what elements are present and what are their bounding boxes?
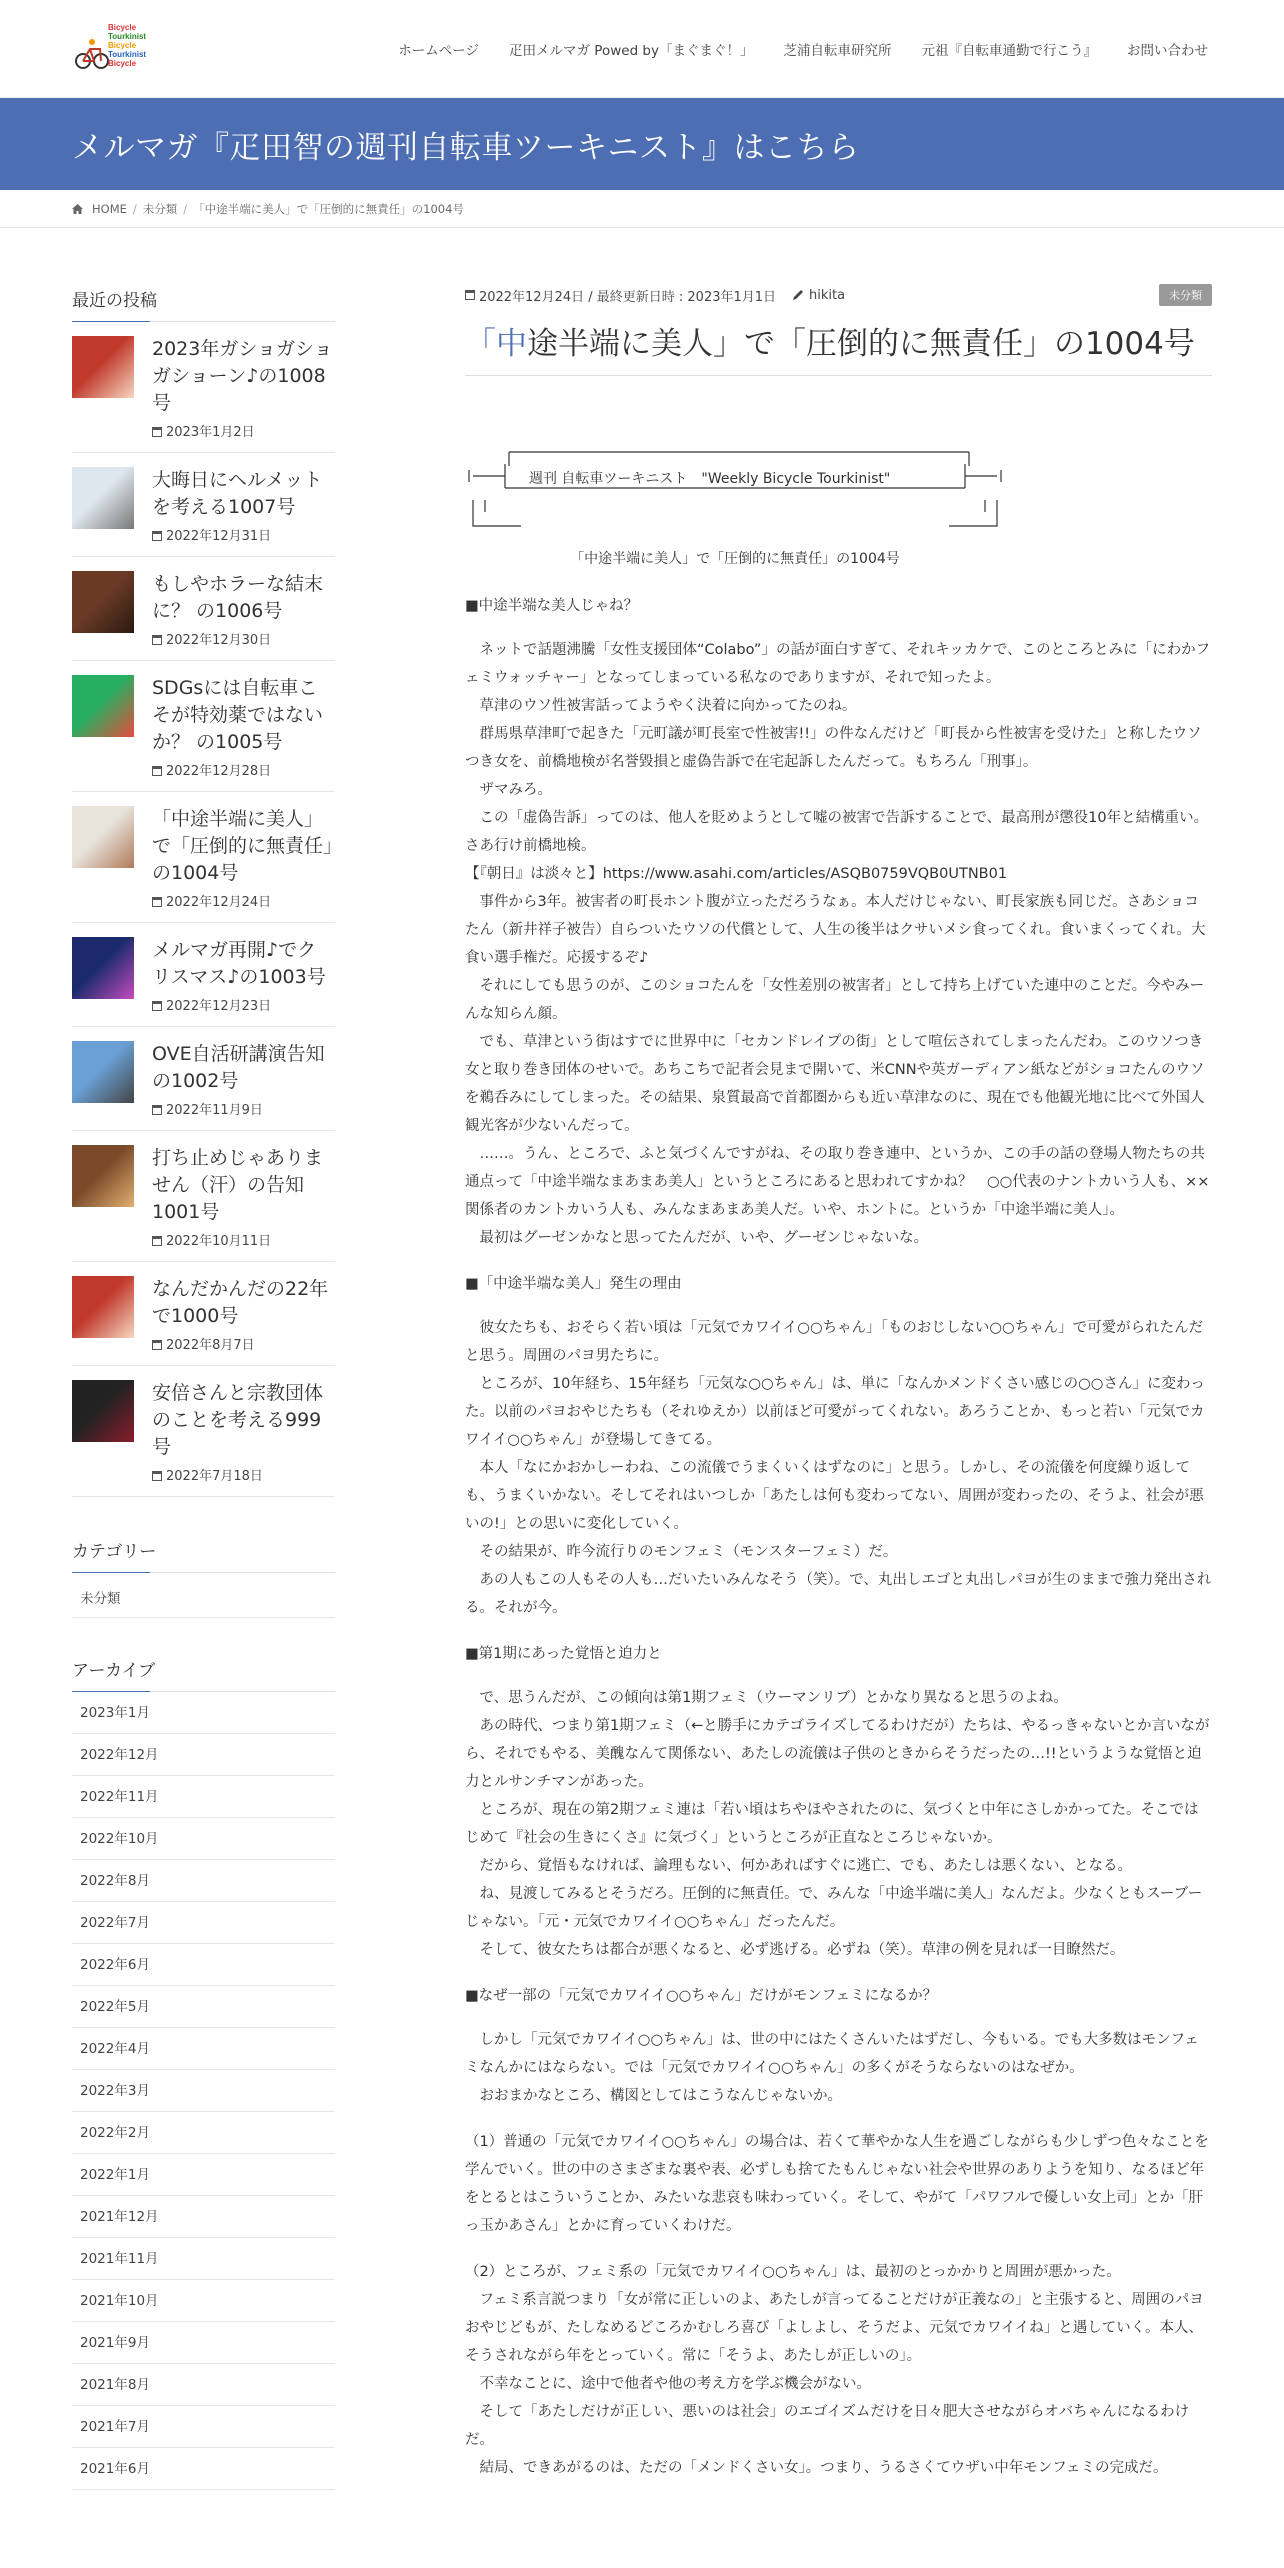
recent-posts-list (72, 336, 335, 1497)
paragraph-gap (465, 1622, 1212, 1640)
section-heading: ■中途半端な美人じゃね？ (464, 598, 639, 614)
paragraph: 【『朝日』は淡々と】https://www.asahi.com/articles/ASQB0759VQB0UTNB01 (464, 866, 1008, 882)
calendar-icon (152, 766, 162, 776)
home-icon (72, 204, 83, 214)
nav-home[interactable]: ホームページ (398, 42, 480, 59)
nav-magazine[interactable]: 疋田メルマガ Powed by「まぐまぐ！」 (509, 42, 754, 59)
calendar-icon (465, 290, 475, 300)
newsletter-frame-text: 週刊 自転車ツーキニスト "Weekly Bicycle Tourkinist" (528, 471, 891, 487)
paragraph: 結局、できあがるのは、ただの「メンドくさい女」。つまり、うるさくてウザい中年モンフェミの完成だ。 (464, 2460, 1168, 2476)
section-heading: ■第1期にあった覚悟と迫力と (464, 1646, 662, 1662)
post-thumbnail[interactable] (72, 937, 134, 999)
post-date (152, 629, 335, 648)
breadcrumb-home[interactable]: HOME (92, 201, 127, 216)
recent-post-item[interactable] (72, 1262, 335, 1366)
paragraph: フェミ系言説つまり「女が常に正しいのよ、あたしが言ってることだけが正義なの」と主張すると、周囲のパヨおやじどもが、たしなめるどころかむしろ喜び「よしよし、そうだよ、元気でカワイイね」と遇していく。本人、そうされながら年をとっていく。常に「そうよ、あたしが正しいの」。 (464, 2292, 1204, 2364)
post-date-text: 2022年12月31日 (166, 529, 272, 544)
frame-decoration (465, 450, 1005, 528)
breadcrumb-separator: / (132, 201, 137, 216)
article-author[interactable]: hikita (809, 287, 846, 303)
calendar-icon (152, 531, 162, 541)
article-content (465, 592, 1212, 2482)
recent-post-item[interactable] (72, 557, 335, 661)
paragraph: 彼女たちも、おそらく若い頃は「元気でカワイイ○○ちゃん」「ものおじしない○○ちゃん」で可愛がられたんだと思う。周囲のパヨ男たちに。 (464, 1320, 1204, 1364)
post-title-link[interactable]: メルマガ再開♪でクリスマス♪の1003号 (152, 939, 326, 988)
breadcrumb (0, 190, 1284, 228)
post-title-link[interactable]: 打ち止めじゃありません（汗）の告知1001号 (152, 1147, 324, 1223)
article-title (465, 318, 1212, 376)
recent-posts-widget (72, 286, 335, 1497)
recent-post-item[interactable] (72, 792, 335, 923)
post-thumbnail[interactable] (72, 806, 134, 868)
category-title: カテゴリー (72, 1537, 335, 1573)
post-date (152, 891, 335, 910)
post-date (152, 1334, 335, 1353)
top-bar (0, 0, 1284, 98)
paragraph: ところが、現在の第2期フェミ連は「若い頃はちやほやされたのに、気づくと中年にさしかかってた。そこではじめて『社会の生きにくさ』に気づく」というところが正直なところじゃないか。 (464, 1802, 1199, 1846)
paragraph: 事件から3年。被害者の町長ホント腹が立っただろうなぁ。本人だけじゃない、町長家族も同じだ。さあショコたん（新井祥子被告）自らついたウソの代償として、人生の後半はクサいメシ食ってくれ。食いまくってくれ。大食い選手権だ。応援するぞ♪ (464, 894, 1206, 966)
post-title-link[interactable]: 「中途半端に美人」で「圧倒的に無責任」の1004号 (152, 808, 333, 884)
post-title-link[interactable]: 2023年ガショガショガショーン♪の1008号 (152, 338, 333, 414)
paragraph: そして「あたしだけが正しい、悪いのは社会」のエゴイズムだけを日々肥大させながらオバちゃんになるわけだ。 (464, 2404, 1190, 2448)
paragraph: しかし「元気でカワイイ○○ちゃん」は、世の中にはたくさんいたはずだし、今もいる。でも大多数はモンフェミなんかにはならない。では「元気でカワイイ○○ちゃん」の多くがそうならないのはなぜか。 (464, 2032, 1199, 2076)
recent-posts-title: 最近の投稿 (72, 286, 335, 322)
post-info (152, 1145, 335, 1249)
post-date (152, 995, 335, 1014)
paragraph-gap (465, 1964, 1212, 1982)
paragraph-gap (465, 1252, 1212, 1270)
section-heading: ■「中途半端な美人」発生の理由 (464, 1276, 682, 1292)
post-title-link[interactable]: 安倍さんと宗教団体のことを考える999号 (152, 1382, 324, 1458)
post-date (152, 1230, 335, 1249)
recent-post-item[interactable] (72, 1366, 335, 1497)
paragraph: あの時代、つまり第1期フェミ（←と勝手にカテゴライズしてるわけだが）たちは、やるっきゃないとか言いながら、それでもやる、美醜なんて関係ない、あたしの流儀は子供のときからそうだったの…!!というような覚悟と迫力とルサンチマンがあった。 (464, 1718, 1210, 1790)
nav-lab[interactable]: 芝浦自転車研究所 (783, 42, 892, 59)
calendar-icon (152, 1001, 162, 1011)
newsletter-caption: 「中途半端に美人」で「圧倒的に無責任」の1004号 (570, 551, 900, 567)
paragraph: あの人もこの人もその人も…だいたいみんなそう（笑）。で、丸出しエゴと丸出しパヨが生のままで強力発出される。それが今。 (464, 1572, 1212, 1616)
paragraph: おおまかなところ、構図としてはこうなんじゃないか。 (464, 2088, 842, 2104)
paragraph: 不幸なことに、途中で他者や他の考え方を学ぶ機会がない。 (464, 2376, 871, 2392)
page-banner (0, 98, 1284, 190)
site-header (0, 0, 1284, 228)
post-thumbnail[interactable] (72, 571, 134, 633)
paragraph-gap (465, 2240, 1212, 2258)
paragraph: ところが、10年経ち、15年経ち「元気な○○ちゃん」は、単に「なんかメンドくさい感じの○○さん」に変わった。以前のパヨおやじたちも（それゆえか）以前ほど可愛がってくれない。あろうことか、もっと若い「元気でカワイイ○○ちゃん」が登場してきてる。 (464, 1376, 1205, 1448)
category-badge[interactable]: 未分類 (1159, 284, 1212, 306)
archive-widget (72, 1656, 335, 2490)
paragraph: だから、覚悟もなければ、論理もない、何かあればすぐに逃亡、でも、あたしは悪くない、となる。 (464, 1858, 1132, 1874)
archive-item[interactable]: 2021年12月 (72, 2196, 335, 2238)
paragraph: （2）ところが、フェミ系の「元気でカワイイ○○ちゃん」は、最初のとっかかりと周囲が悪かった。 (464, 2264, 1121, 2280)
post-date-text: 2022年11月9日 (166, 1103, 263, 1118)
recent-post-item[interactable] (72, 1131, 335, 1262)
calendar-icon (152, 427, 162, 437)
breadcrumb-category[interactable]: 未分類 (142, 201, 178, 216)
bicycle-logo-icon (74, 37, 110, 73)
page-body (0, 228, 1284, 2490)
paragraph: でも、草津という街はすでに世界中に「セカンドレイプの街」として喧伝されてしまったんだわ。このウソつき女と取り巻き団体のせいで。あちこちで記者会見まで開いて、米CNNや英ガーディアン紙などがショコたんのウソを鵜呑みにしてしまった。その結果、泉質最高で首都圏からも近い草津なのに、現在でも他観光地に比べて外国人観光客が少ないんだって。 (464, 1034, 1205, 1134)
paragraph: この「虚偽告訴」ってのは、他人を貶めようとして嘘の被害で告訴することで、最高刑が懲役10年と結構重い。さあ行け前橋地検。 (464, 810, 1209, 854)
post-date-text: 2022年8月7日 (166, 1338, 255, 1353)
paragraph: （1）普通の「元気でカワイイ○○ちゃん」の場合は、若くて華やかな人生を過ごしながらも少しずつ色々なことを学んでいく。世の中のさまざまな裏や表、必ずしも捨てたもんじゃない社会や世界のありようを知り、なるほど年をとるとはこういうことか、みたいな悲哀も味わっていく。そして、やがて「パワフルで優しい女上司」とか「肝っ玉かあさん」とかに育っていくわけだ。 (464, 2134, 1209, 2234)
post-title-link[interactable]: 大晦日にヘルメットを考える1007号 (152, 469, 323, 518)
post-thumbnail[interactable] (72, 1145, 134, 1207)
paragraph: 草津のウソ性被害話ってようやく決着に向かってたのね。 (464, 698, 857, 714)
article (465, 228, 1212, 2490)
archive-item[interactable]: 2021年8月 (72, 2364, 335, 2406)
post-date-text: 2022年12月24日 (166, 895, 272, 910)
recent-post-item[interactable] (72, 1027, 335, 1131)
sidebar (72, 228, 335, 2490)
post-info (152, 1041, 335, 1118)
post-title-link[interactable]: もしやホラーな結末に？ の1006号 (152, 573, 324, 622)
nav-contact[interactable]: お問い合わせ (1127, 42, 1208, 59)
paragraph: ……。うん、ところで、ふと気づくんですがね、その取り巻き連中、というか、この手の話の登場人物たちの共通点って「中途半端なまあまあ美人」というところにあると思われてすかね？ ○○代表のナントカいう人も、××関係者のカントカいう人も、みんなまあまあ美人だ。いや、ホントに。というか「中途半端に美人」。 (464, 1146, 1210, 1218)
pen-icon (792, 289, 804, 301)
post-info (152, 806, 335, 910)
post-date (152, 760, 335, 779)
archive-item[interactable]: 2022年6月 (72, 1944, 335, 1986)
post-title-link[interactable]: SDGsには自転車こそが特効薬ではないか？ の1005号 (152, 677, 324, 753)
site-logo[interactable] (72, 19, 154, 79)
recent-post-item[interactable] (72, 923, 335, 1027)
post-info (152, 336, 335, 440)
calendar-icon (152, 635, 162, 645)
post-date (152, 1465, 335, 1484)
archive-item[interactable]: 2022年5月 (72, 1986, 335, 2028)
archive-item[interactable]: 2021年10月 (72, 2280, 335, 2322)
paragraph: 最初はグーゼンかなと思ってたんだが、いや、グーゼンじゃないな。 (464, 1230, 929, 1246)
recent-post-item[interactable] (72, 336, 335, 453)
archive-item[interactable]: 2021年9月 (72, 2322, 335, 2364)
archive-item[interactable]: 2022年10月 (72, 1818, 335, 1860)
post-info (152, 571, 335, 648)
calendar-icon (152, 1236, 162, 1246)
section-heading: ■なぜ一部の「元気でカワイイ○○ちゃん」だけがモンフェミになるか？ (464, 1988, 938, 2004)
archive-item[interactable]: 2021年6月 (72, 2448, 335, 2490)
recent-post-item[interactable] (72, 453, 335, 557)
archive-item[interactable]: 2022年11月 (72, 1776, 335, 1818)
paragraph: そして、彼女たちは都合が悪くなると、必ず逃げる。必ずね（笑）。草津の例を見れば一目瞭然だ。 (464, 1942, 1125, 1958)
article-title-rest: 途半端に美人」で「圧倒的に無責任」の1004号 (526, 326, 1195, 362)
paragraph: で、思うんだが、この傾向は第1期フェミ（ウーマンリブ）とかなり異なると思うのよね。 (464, 1690, 1068, 1706)
paragraph-gap (465, 2110, 1212, 2128)
post-title-link[interactable]: OVE自活研講演告知の1002号 (152, 1043, 325, 1092)
archive-item[interactable]: 2022年3月 (72, 2070, 335, 2112)
article-meta (465, 284, 1212, 306)
recent-post-item[interactable] (72, 661, 335, 792)
main-nav (398, 39, 1212, 59)
post-info (152, 937, 335, 1014)
archive-item[interactable]: 2022年12月 (72, 1734, 335, 1776)
archive-item[interactable]: 2021年7月 (72, 2406, 335, 2448)
post-info (152, 675, 335, 779)
post-date (152, 525, 335, 544)
archive-item[interactable]: 2022年1月 (72, 2154, 335, 2196)
post-info (152, 467, 335, 544)
article-date: 2022年12月24日 / 最終更新日時 : 2023年1月1日 (478, 289, 777, 305)
post-date-text: 2023年1月2日 (166, 425, 255, 440)
post-thumbnail[interactable] (72, 467, 134, 529)
post-info (152, 1276, 335, 1353)
post-date-text: 2022年12月30日 (166, 633, 272, 648)
calendar-icon (152, 1471, 162, 1481)
paragraph: 群馬県草津町で起きた「元町議が町長室で性被害!!」の件なんだけど「町長から性被害を受けた」と称したウソつき女を、前橋地検が名誉毀損と虚偽告訴で在宅起訴したんだって。もちろん「刑事」。 (464, 726, 1202, 770)
paragraph: ザマみろ。 (464, 782, 552, 798)
post-thumbnail[interactable] (72, 1041, 134, 1103)
post-thumbnail[interactable] (72, 1276, 134, 1338)
post-info (152, 1380, 335, 1484)
breadcrumb-current: 「中途半端に美人」で「圧倒的に無責任」の1004号 (193, 201, 464, 216)
archive-item[interactable]: 2022年7月 (72, 1902, 335, 1944)
archive-item[interactable]: 2022年8月 (72, 1860, 335, 1902)
post-date (152, 1099, 335, 1118)
paragraph: 本人「なにかおかしーわね、この流儀でうまくいくはずなのに」と思う。しかし、その流儀を何度繰り返しても、うまくいかない。そしてそれはいつしか「あたしは何も変わってない、周囲が変わったの、そうよ、社会が悪いの!」との思いに変化していく。 (464, 1460, 1204, 1532)
logo-wordmark: Bicycle Tourkinist Bicycle Tourkinist Bicycle (108, 22, 147, 68)
category-widget (72, 1537, 335, 1618)
calendar-icon (152, 897, 162, 907)
archive-item[interactable]: 2022年4月 (72, 2028, 335, 2070)
post-thumbnail[interactable] (72, 675, 134, 737)
post-date-text: 2022年10月11日 (166, 1234, 272, 1249)
calendar-icon (152, 1340, 162, 1350)
paragraph: その結果が、昨今流行りのモンフェミ（モンスターフェミ）だ。 (464, 1544, 898, 1560)
archive-item[interactable]: 2023年1月 (72, 1692, 335, 1734)
post-date-text: 2022年12月23日 (166, 999, 272, 1014)
post-date-text: 2022年12月28日 (166, 764, 272, 779)
breadcrumb-separator: / (183, 201, 188, 216)
post-title-link[interactable]: なんだかんだの22年で1000号 (152, 1278, 329, 1327)
post-date-text: 2022年7月18日 (166, 1469, 263, 1484)
banner-title[interactable]: メルマガ『疋田智の週刊自転車ツーキニスト』はこちら (72, 129, 860, 166)
paragraph: ネットで話題沸騰「女性支援団体“Colabo”」の話が面白すぎて、それキッカケで、このところとみに「にわかフェミウォッチャー」となってしまっている私なのでありますが、それで知ったよ。 (464, 642, 1211, 686)
paragraph: ね、見渡してみるとそうだろ。圧倒的に無責任。で、みんな「中途半端に美人」なんだよ。少なくともスーブーじゃない。「元・元気でカワイイ○○ちゃん」だったんだ。 (464, 1886, 1203, 1930)
newsletter-frame (465, 450, 1005, 528)
calendar-icon (152, 1105, 162, 1115)
nav-commute[interactable]: 元祖『自転車通勤で行こう』 (921, 42, 1097, 59)
post-thumbnail[interactable] (72, 1380, 134, 1442)
archive-list (72, 1692, 335, 2490)
paragraph: それにしても思うのが、このショコたんを「女性差別の被害者」として持ち上げていた連中のことだ。今やみーんな知らん顔。 (464, 978, 1205, 1022)
post-thumbnail[interactable] (72, 336, 134, 398)
archive-item[interactable]: 2021年11月 (72, 2238, 335, 2280)
article-title-first: 「中 (464, 326, 527, 362)
post-date (152, 421, 335, 440)
category-item[interactable]: 未分類 (72, 1573, 335, 1618)
archive-item[interactable]: 2022年2月 (72, 2112, 335, 2154)
archive-title: アーカイブ (72, 1656, 335, 1692)
